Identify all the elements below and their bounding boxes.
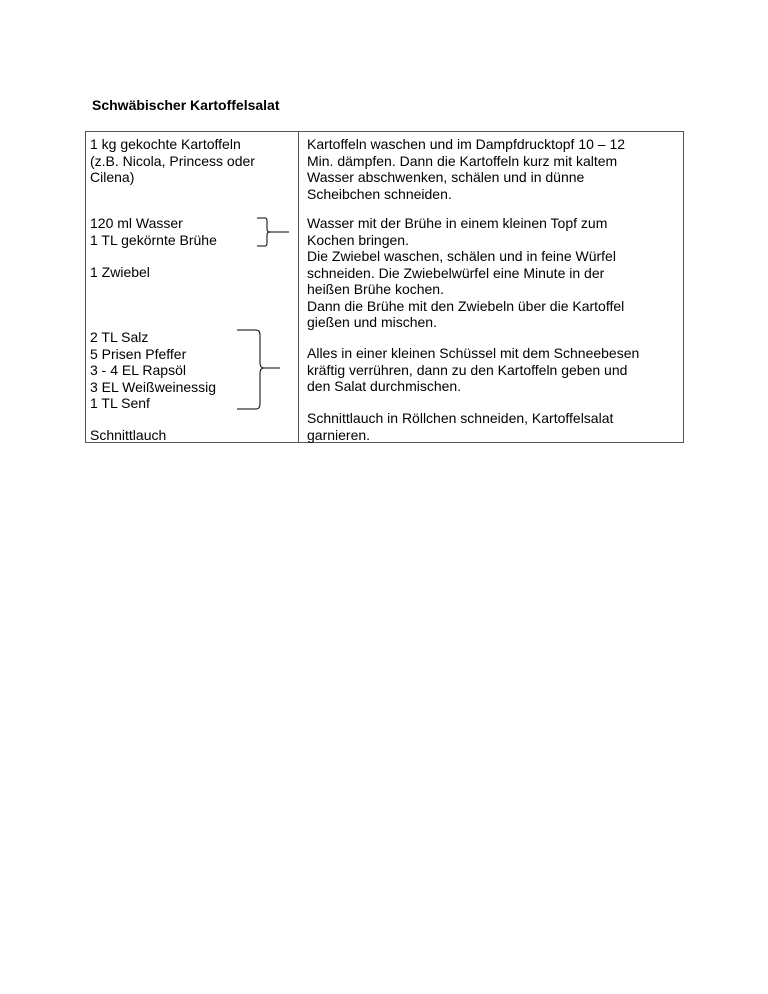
- step-line: Min. dämpfen. Dann die Kartoffeln kurz mit kaltem: [307, 152, 618, 169]
- step-line: Kartoffeln waschen und im Dampfdrucktopf 10 – 12: [307, 136, 626, 152]
- ingredient-line: 1 kg gekochte Kartoffeln: [90, 136, 241, 152]
- ingredient-line: Cilena): [90, 169, 135, 185]
- ingredient-line: 5 Prisen Pfeffer: [90, 345, 187, 362]
- ingredient-line: 1 TL Senf: [90, 395, 150, 411]
- ingredient-line: 1 TL gekörnte Brühe: [90, 231, 217, 248]
- ingredient-line: 2 TL Salz: [90, 329, 149, 345]
- step-broth-onion: [307, 215, 624, 331]
- step-line: Kochen bringen.: [307, 231, 409, 248]
- recipe-table: [85, 131, 684, 443]
- step-line: Scheibchen schneiden.: [307, 185, 452, 202]
- step-line: Wasser mit der Brühe in einem kleinen Topf zum: [307, 215, 608, 231]
- step-cook-potatoes: [307, 136, 625, 202]
- recipe-title: Schwäbischer Kartoffelsalat: [92, 97, 280, 113]
- step-line: kräftig verrühren, dann zu den Kartoffeln geben und: [307, 361, 628, 378]
- step-line: Die Zwiebel waschen, schälen und in feine Würfel: [307, 248, 616, 264]
- brace-icon: [236, 329, 281, 411]
- ingredient-group-onion: [90, 264, 150, 281]
- step-line: schneiden. Die Zwiebelwürfel eine Minute in der: [307, 264, 605, 281]
- ingredient-line: 3 - 4 EL Rapsöl: [90, 362, 186, 378]
- ingredient-group-dressing: [90, 329, 216, 412]
- step-dressing: [307, 345, 639, 395]
- ingredient-line: 120 ml Wasser: [90, 215, 183, 231]
- brace-icon: [256, 217, 290, 247]
- step-line: Dann die Brühe mit den Zwiebeln über die Kartoffel: [307, 297, 625, 314]
- step-line: gießen und mischen.: [307, 314, 437, 330]
- step-line: Schnittlauch in Röllchen schneiden, Kartoffelsalat: [307, 410, 614, 426]
- step-line: heißen Brühe kochen.: [307, 281, 444, 297]
- ingredient-line: Schnittlauch: [90, 427, 167, 443]
- ingredient-line: 1 Zwiebel: [90, 264, 150, 280]
- ingredient-line: 3 EL Weißweinessig: [90, 378, 217, 395]
- column-divider: [298, 132, 299, 442]
- step-line: garnieren.: [307, 426, 371, 443]
- ingredient-group-broth: [90, 215, 217, 248]
- step-garnish: [307, 410, 613, 443]
- step-line: Wasser abschwenken, schälen und in dünne: [307, 169, 585, 185]
- ingredient-group-potatoes: [90, 136, 255, 186]
- step-line: den Salat durchmischen.: [307, 378, 462, 394]
- ingredient-group-chives: [90, 427, 166, 444]
- ingredient-line: (z.B. Nicola, Princess oder: [90, 152, 255, 169]
- step-line: Alles in einer kleinen Schüssel mit dem Schneebesen: [307, 345, 640, 361]
